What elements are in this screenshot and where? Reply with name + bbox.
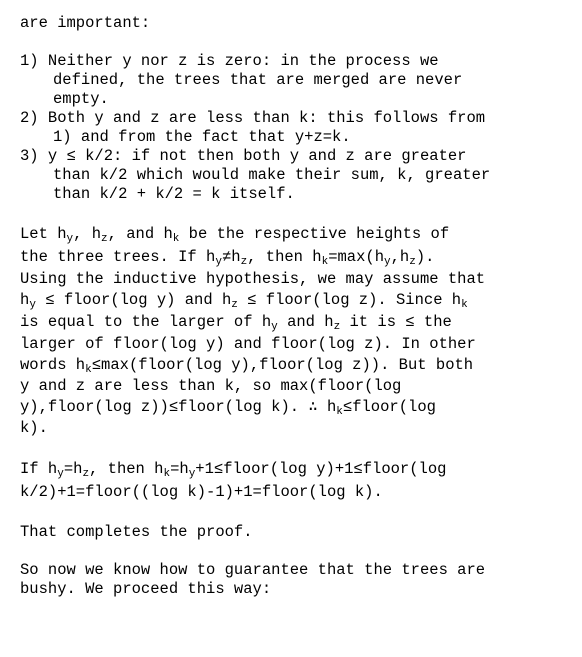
proof-line-7: words $h_k\le\max(floor(\log$ y),floor(log z)). But both bbox=[20, 356, 474, 376]
closing-line-1: So now we know how to guarantee that the trees are bbox=[20, 561, 486, 579]
proof-line-1: Let $h_y$, $h_z$, and $h_k$ be the respective heights of bbox=[20, 225, 450, 245]
case-line-1: If $h_y=h_z$, then $h_k=h_y+1\le floor(\log$ y)+1≤floor(log bbox=[20, 460, 447, 480]
closing-paragraph bbox=[20, 561, 568, 599]
list-item-3-line-2: than k/2 which would make their sum, k, greater bbox=[53, 166, 491, 184]
proof-line-5: is equal to the larger of $h_y$ and $h_z$ it is ≤ the bbox=[20, 313, 452, 333]
proof-line-9: y),floor(log z))≤floor(log k). ∴ $h_k\le floor(\log$ bbox=[20, 398, 436, 418]
closing-line-2: bushy. We proceed this way: bbox=[20, 580, 272, 598]
case-line-2: k/2)+1=floor((log k)-1)+1=floor(log k). bbox=[20, 483, 383, 501]
proof-line-6: larger of floor(log y) and floor(log z). In other bbox=[20, 335, 476, 353]
list-item-3-line-1: 3) y ≤ k/2: if not then both y and z are greater bbox=[20, 147, 467, 165]
proof-line-3: Using the inductive hypothesis, we may assume that bbox=[20, 270, 486, 288]
intro-text: are important: bbox=[20, 14, 151, 32]
list-item-3-line-3: than k/2 + k/2 = k itself. bbox=[53, 185, 295, 203]
proof-line-8: y and z are less than k, so max(floor(log bbox=[20, 377, 402, 395]
proof-line-2: the three trees. If $h_y\ne h_z$, then $h_k=\max(h_y,h_z)$. bbox=[20, 248, 435, 268]
conditions-list bbox=[20, 52, 568, 204]
list-item-1-line-2: defined, the trees that are merged are never bbox=[53, 71, 463, 89]
equal-heights-case bbox=[20, 458, 568, 504]
proof-paragraph bbox=[20, 223, 568, 439]
proof-line-10: k). bbox=[20, 419, 48, 437]
completes-text: That completes the proof. bbox=[20, 523, 253, 541]
list-item-2-line-1: 2) Both y and z are less than k: this follows from bbox=[20, 109, 486, 127]
document-body bbox=[20, 14, 568, 599]
proof-line-4: $h_y$ ≤ floor(log y) and $h_z$ ≤ floor(log z). Since $h_k$ bbox=[20, 291, 468, 311]
list-item-2-line-2: 1) and from the fact that y+z=k. bbox=[53, 128, 351, 146]
list-item-1-line-3: empty. bbox=[53, 90, 109, 108]
list-item-1-line-1: 1) Neither y nor z is zero: in the process we bbox=[20, 52, 439, 70]
